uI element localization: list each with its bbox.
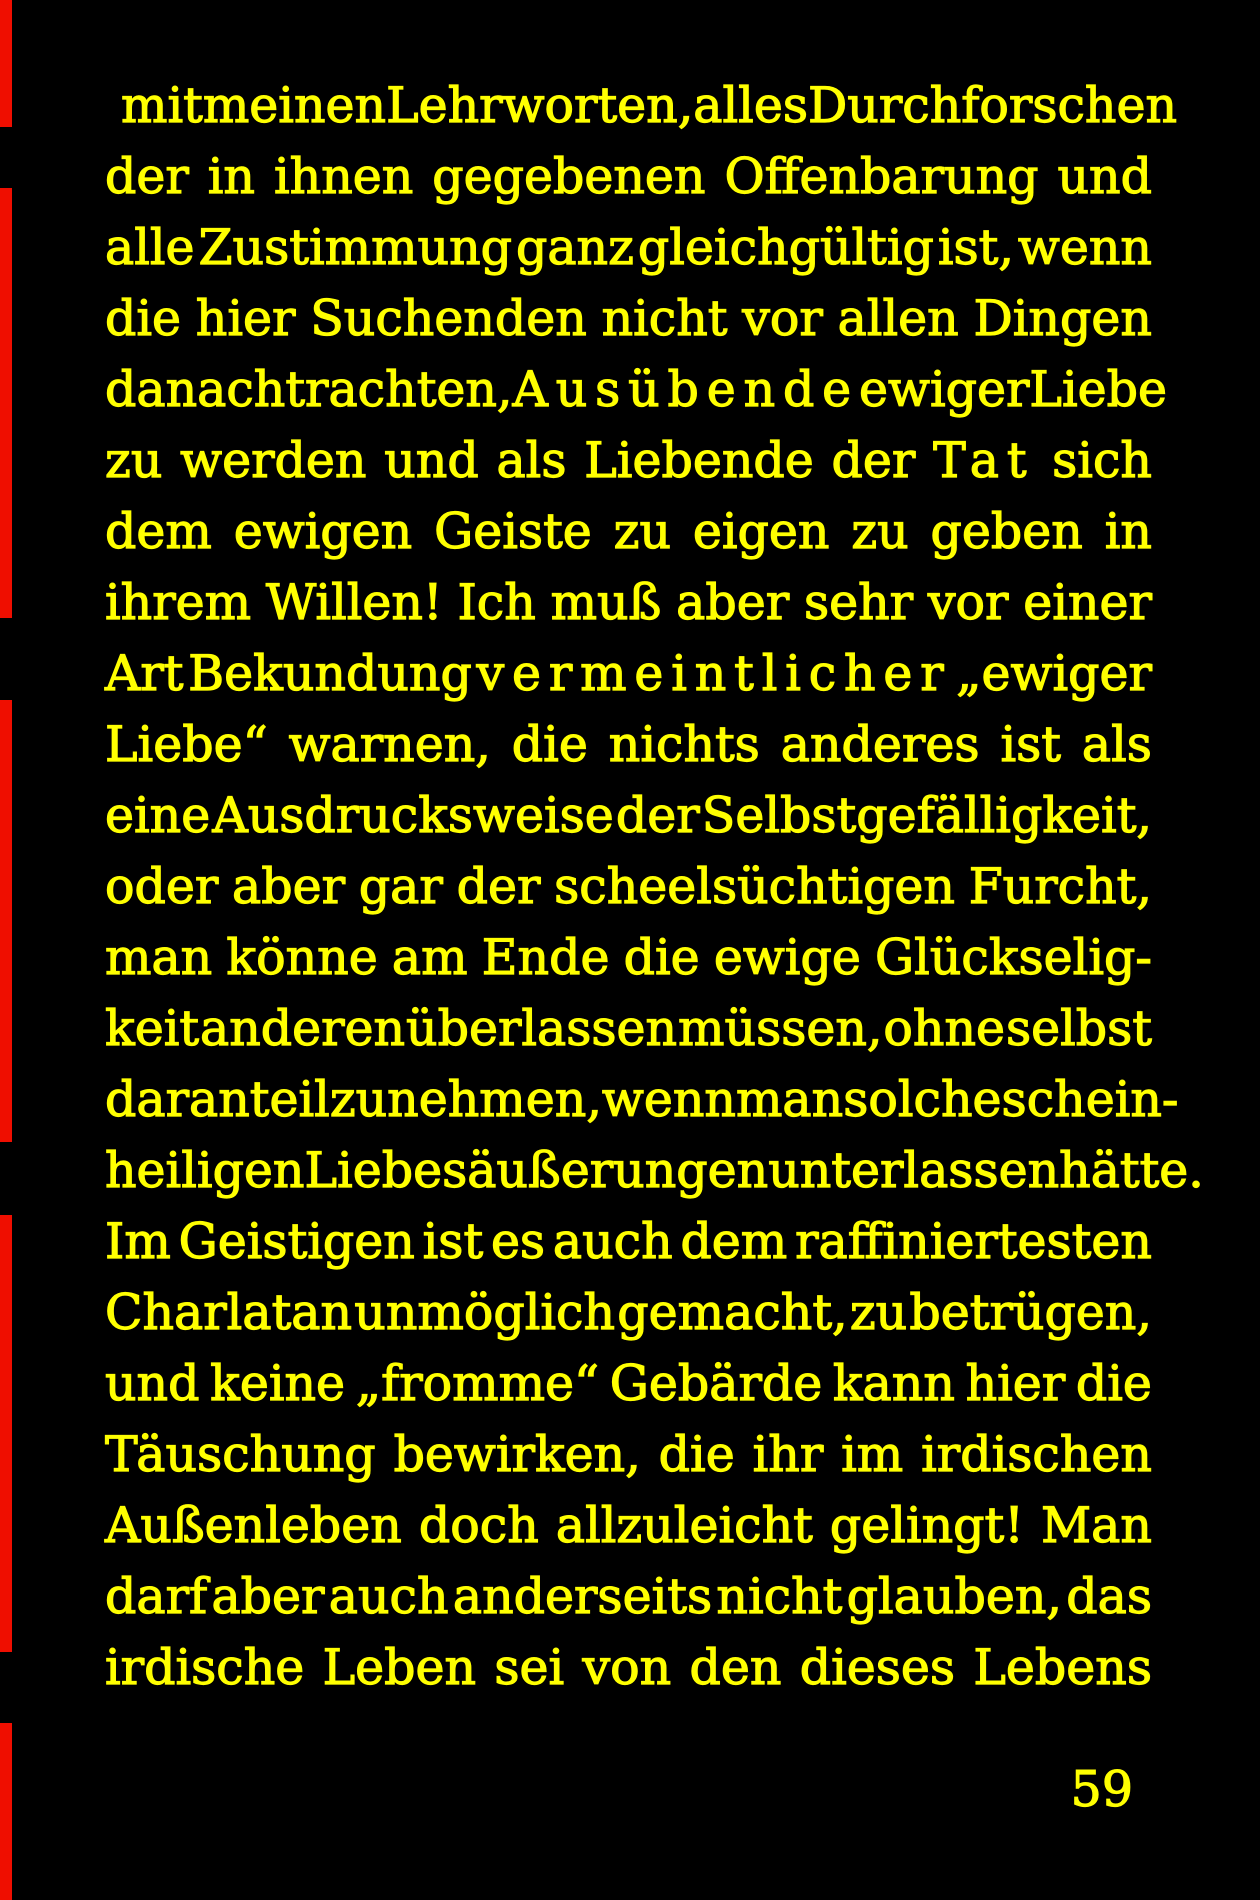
word: geben xyxy=(930,503,1083,560)
text-line xyxy=(105,993,1152,1064)
text-line xyxy=(105,1632,1152,1703)
word: schein- xyxy=(1001,1071,1179,1128)
text-line xyxy=(105,1348,1152,1419)
word: Liebe“ xyxy=(105,716,268,773)
word: Suchenden xyxy=(310,290,587,347)
word: im xyxy=(841,1426,904,1483)
word: vor xyxy=(927,574,1009,631)
word: aber xyxy=(676,574,790,631)
word: sehr xyxy=(803,574,914,631)
word: man xyxy=(105,929,213,986)
text-line xyxy=(105,425,1152,496)
text-line xyxy=(105,496,1152,567)
word: „fromme“ xyxy=(355,1355,600,1412)
word: unterlassen xyxy=(768,1142,1060,1199)
word: Täuschung xyxy=(105,1426,376,1483)
word: unmöglich xyxy=(354,1284,616,1341)
text-line xyxy=(105,1135,1204,1206)
word: ohne xyxy=(883,1000,1006,1057)
word: allzuleicht xyxy=(555,1497,813,1554)
red-scan-mark xyxy=(0,1215,12,1652)
text-line xyxy=(105,283,1152,354)
word: raffiniertesten xyxy=(795,1213,1152,1270)
text-line xyxy=(105,567,1152,638)
word: zu xyxy=(105,432,163,489)
text-line xyxy=(105,1206,1152,1277)
word: muß xyxy=(550,574,662,631)
word: gelingt! xyxy=(829,1497,1024,1554)
emphasized-word: Ausübende xyxy=(512,361,860,418)
word: in xyxy=(207,148,255,205)
word: den xyxy=(689,1639,782,1696)
text-line xyxy=(105,922,1152,993)
word: scheelsüchtigen xyxy=(554,858,955,915)
word: von xyxy=(582,1639,672,1696)
word: nicht xyxy=(716,1568,843,1625)
text-line xyxy=(105,851,1152,922)
word: warnen, xyxy=(288,716,491,773)
word: wenn xyxy=(601,1071,736,1128)
word: hätte. xyxy=(1059,1142,1204,1199)
word: man xyxy=(735,1071,844,1128)
word: daran xyxy=(105,1071,250,1128)
word: der xyxy=(831,432,916,489)
word: alle xyxy=(105,219,195,276)
word: irdische xyxy=(105,1639,305,1696)
red-scan-mark xyxy=(0,700,12,1142)
word: Außenleben xyxy=(105,1497,402,1554)
word: ewiger xyxy=(859,361,1030,418)
word: zu xyxy=(849,1284,908,1341)
word: Liebesäußerungen xyxy=(304,1142,769,1199)
word: anderes xyxy=(780,716,980,773)
word: ganz xyxy=(515,219,634,276)
word: oder xyxy=(105,858,219,915)
word: „ewiger xyxy=(956,645,1152,702)
text-line xyxy=(105,1561,1152,1632)
word: die xyxy=(1075,1355,1152,1412)
word: am xyxy=(391,929,468,986)
text-line xyxy=(105,141,1152,212)
word: ihrem xyxy=(105,574,252,631)
word: wenn xyxy=(1017,219,1152,276)
red-scan-mark xyxy=(0,1723,12,1900)
word: danach xyxy=(105,361,286,418)
word: vor xyxy=(742,290,823,347)
word: nicht xyxy=(601,290,728,347)
word: Charlatan xyxy=(105,1284,353,1341)
word: Glückselig- xyxy=(875,929,1152,986)
word: betrügen, xyxy=(909,1284,1152,1341)
word: und xyxy=(105,1355,200,1412)
word: Geiste xyxy=(434,503,592,560)
word: Leben xyxy=(322,1639,477,1696)
word: irdischen xyxy=(921,1426,1152,1483)
word: als xyxy=(1081,716,1152,773)
word: dieses xyxy=(799,1639,956,1696)
word: kann xyxy=(832,1355,955,1412)
word: die xyxy=(623,929,700,986)
word: glauben, xyxy=(846,1568,1062,1625)
word: zu xyxy=(851,503,909,560)
text-line xyxy=(105,1419,1152,1490)
word: Lebens xyxy=(973,1639,1152,1696)
word: Bekundung xyxy=(188,645,472,702)
word: Selbstgefälligkeit, xyxy=(701,787,1152,844)
word: die xyxy=(658,1426,735,1483)
word: Geistigen xyxy=(178,1213,415,1270)
word: anderen xyxy=(199,1000,406,1057)
text-line xyxy=(105,1490,1152,1561)
word: ist xyxy=(1000,716,1061,773)
word: hier xyxy=(195,290,296,347)
word: sich xyxy=(1052,432,1152,489)
word: ihnen xyxy=(273,148,414,205)
emphasized-word: vermeintlicher xyxy=(476,645,952,702)
word: allen xyxy=(837,290,959,347)
word: aber xyxy=(211,1568,325,1625)
word: Liebende xyxy=(584,432,814,489)
word: einer xyxy=(1023,574,1152,631)
word: Gebärde xyxy=(609,1355,823,1412)
word: selbst xyxy=(1005,1000,1152,1057)
page-number: 59 xyxy=(1070,1761,1133,1818)
word: Liebe xyxy=(1029,361,1167,418)
word: es xyxy=(490,1213,546,1270)
word: ist, xyxy=(937,219,1014,276)
red-scan-mark xyxy=(0,0,12,127)
word: Durchforschen xyxy=(808,77,1178,134)
word: keine xyxy=(210,1355,346,1412)
word: Dingen xyxy=(973,290,1152,347)
word: ihr xyxy=(752,1426,824,1483)
word: könne xyxy=(226,929,378,986)
word: ist xyxy=(422,1213,484,1270)
word: Ausdrucksweise xyxy=(212,787,614,844)
word: eigen xyxy=(692,503,830,560)
word: hier xyxy=(965,1355,1066,1412)
text-line xyxy=(105,70,1178,141)
word: Lehrworten, xyxy=(386,77,694,134)
word: anderseits xyxy=(452,1568,713,1625)
word: überlassen xyxy=(406,1000,678,1057)
word: gegebenen xyxy=(432,148,706,205)
page-text xyxy=(105,70,1204,1703)
word: meinen xyxy=(202,77,387,134)
word: zu xyxy=(613,503,671,560)
word: als xyxy=(496,432,567,489)
text-line xyxy=(105,354,1167,425)
word: doch xyxy=(418,1497,539,1554)
word: aber xyxy=(232,858,346,915)
word: in xyxy=(1104,503,1152,560)
word: werden xyxy=(180,432,367,489)
text-line xyxy=(105,1277,1152,1348)
word: heiligen xyxy=(105,1142,305,1199)
word: Ich xyxy=(457,574,536,631)
word: Offenbarung xyxy=(724,148,1039,205)
word: der xyxy=(105,148,189,205)
text-line xyxy=(105,212,1152,283)
word: die xyxy=(511,716,588,773)
word: Zustimmung xyxy=(198,219,513,276)
word: teilzunehmen, xyxy=(249,1071,602,1128)
word: Man xyxy=(1041,1497,1152,1554)
red-scan-mark xyxy=(0,188,12,618)
word: dem xyxy=(105,503,212,560)
word: Art xyxy=(105,645,184,702)
word: ewige xyxy=(713,929,861,986)
word: und xyxy=(384,432,479,489)
word: gar xyxy=(358,858,443,915)
word: nichts xyxy=(608,716,760,773)
word: der xyxy=(456,858,541,915)
word: dem xyxy=(680,1213,788,1270)
word: darf xyxy=(105,1568,208,1625)
word: mit xyxy=(121,77,203,134)
text-line xyxy=(105,1064,1179,1135)
word: gleichgültig xyxy=(637,219,934,276)
word: sei xyxy=(494,1639,565,1696)
word: alles xyxy=(693,77,808,134)
word: bewirken, xyxy=(393,1426,641,1483)
word: keit xyxy=(105,1000,200,1057)
text-line xyxy=(105,709,1152,780)
emphasized-word: Tat xyxy=(933,432,1035,489)
word: eine xyxy=(105,787,211,844)
word: der xyxy=(615,787,700,844)
word: auch xyxy=(328,1568,449,1625)
word: müssen, xyxy=(678,1000,883,1057)
word: gemacht, xyxy=(617,1284,848,1341)
word: Ende xyxy=(481,929,610,986)
word: Willen! xyxy=(265,574,443,631)
word: trachten, xyxy=(285,361,513,418)
text-line xyxy=(105,780,1152,851)
word: auch xyxy=(552,1213,673,1270)
word: Im xyxy=(105,1213,171,1270)
word: und xyxy=(1057,148,1152,205)
word: die xyxy=(105,290,182,347)
word: ewigen xyxy=(233,503,413,560)
text-line xyxy=(105,638,1152,709)
word: solche xyxy=(843,1071,1002,1128)
word: das xyxy=(1066,1568,1152,1625)
word: Furcht, xyxy=(968,858,1152,915)
